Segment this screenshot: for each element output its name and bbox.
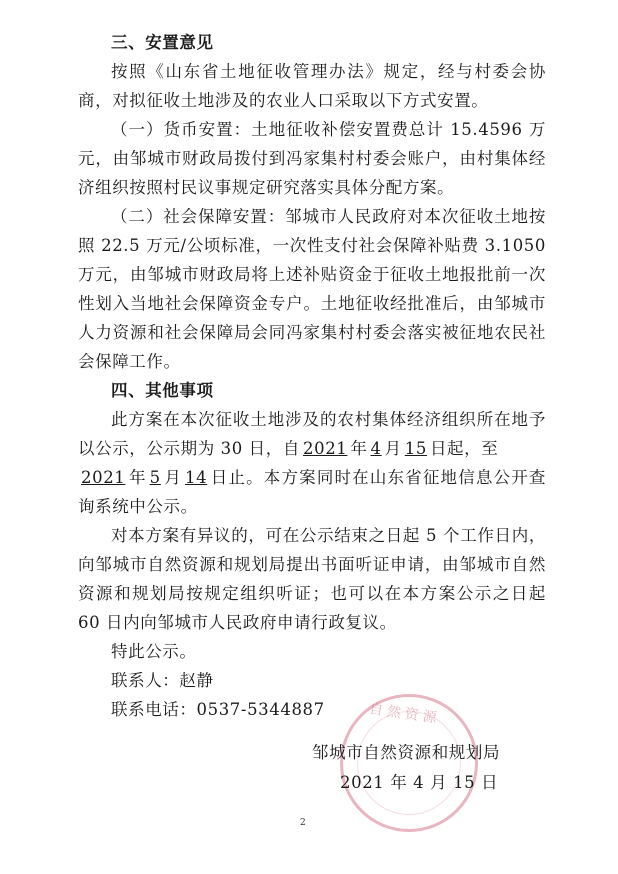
section4-heading: 四、其他事项 [111, 381, 214, 400]
closing-line: 特此公示。 [111, 642, 197, 661]
start-year: 2021 [303, 439, 348, 458]
seal-text: 自然资源 [368, 701, 442, 727]
contact-person: 联系人：赵静 [111, 671, 214, 690]
notice-text-1: 此方案在本次征收土地涉及的农村集体经济组织所在地予以公示，公示期为 30 日，自 [78, 410, 546, 458]
start-day: 15 [404, 439, 427, 458]
notice-period [78, 405, 546, 521]
end-month-label: 月 [163, 468, 183, 487]
signature-date: 2021 年 4 月 15 日 [340, 773, 499, 792]
document-body [78, 28, 546, 724]
objection-paragraph: 对本方案有异议的，可在公示结束之日起 5 个工作日内，向邹城市自然资源和规划局提出书面听证申请，由邹城市自然资源和规划局按规定组织听证；也可以在本方案公示之日起 60 日内向邹城市人民政府申请行政复议。 [78, 526, 546, 632]
page-number: 2 [300, 818, 306, 828]
end-year: 2021 [81, 468, 126, 487]
contact-phone: 联系电话：0537-5344887 [111, 700, 325, 719]
start-month-label: 月 [384, 439, 402, 458]
end-month: 5 [149, 468, 161, 487]
end-day: 14 [185, 468, 208, 487]
end-year-label: 年 [128, 468, 147, 487]
start-end-label: 日起，至 [429, 439, 499, 458]
signature-org: 邹城市自然资源和规划局 [312, 743, 501, 762]
start-year-label: 年 [350, 439, 368, 458]
signature-block [312, 738, 512, 798]
section3-item2: （二）社会保障安置：邹城市人民政府对本次征收土地按照 22.5 万元/公顷标准，一次性支付社会保障补贴费 3.1050 万元，由邹城市财政局将上述补贴资金于征收土地报批前一次性划入当地社会保障资金专户。土地征收经批准后，由邹城市人力资源和社会保障局会同冯家集村村委会落实被征地农民社会保障工作。 [78, 207, 546, 371]
start-month: 4 [370, 439, 382, 458]
notice-text-2: 日止。本方案同时在山东省征地信息公开查询系统中公示。 [78, 468, 546, 516]
section3-item1: （一）货币安置：土地征收补偿安置费总计 15.4596 万元，由邹城市财政局拨付到冯家集村村委会账户，由村集体经济组织按照村民议事规定研究落实具体分配方案。 [78, 120, 546, 197]
section3-heading: 三、安置意见 [111, 33, 214, 52]
section3-intro: 按照《山东省土地征收管理办法》规定，经与村委会协商，对拟征收土地涉及的农业人口采取以下方式安置。 [78, 62, 546, 110]
